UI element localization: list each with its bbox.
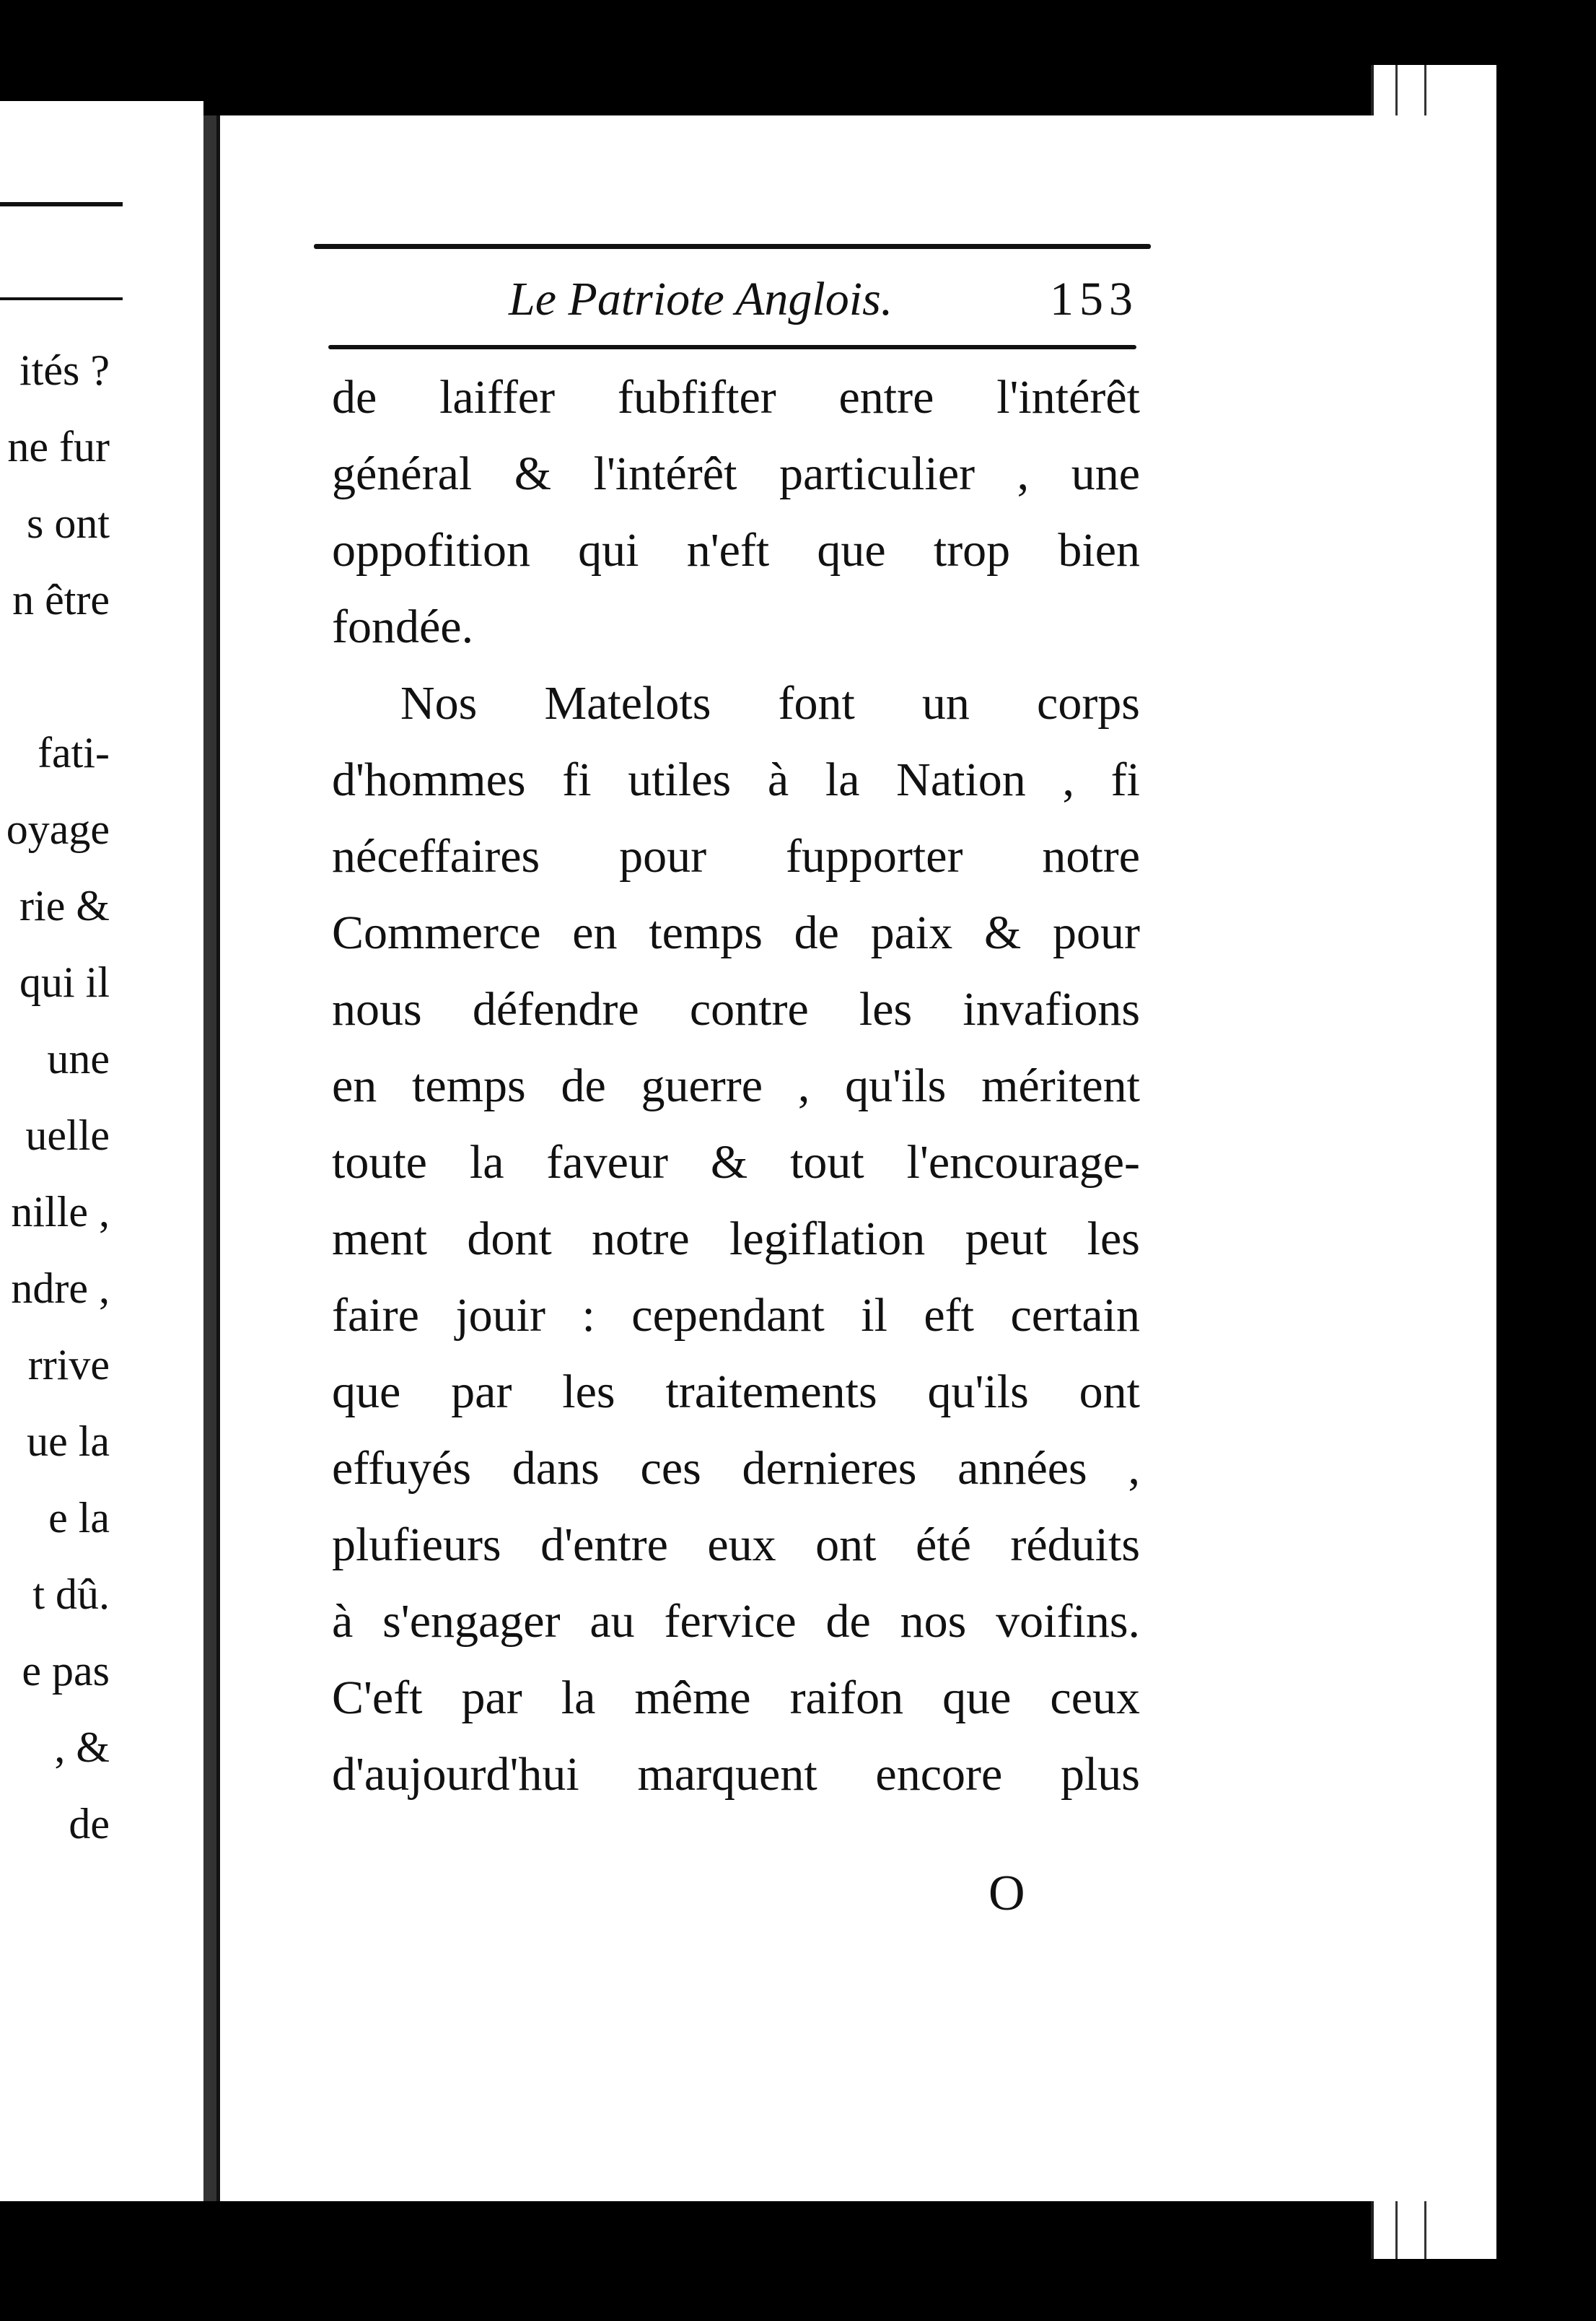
left-line: ue la (27, 1417, 110, 1465)
left-line: rrive (27, 1341, 110, 1389)
left-line: n être (12, 576, 110, 624)
text-line: faire jouir : cependant il eft certain (332, 1289, 1140, 1342)
page-number: 153 (1050, 273, 1139, 325)
text-line: d'hommes fi utiles à la Nation , fi (332, 753, 1140, 806)
left-line: uelle (25, 1111, 110, 1159)
running-title: Le Patriote Anglois. (509, 273, 893, 325)
text-line: ment dont notre legiflation peut les (332, 1212, 1140, 1265)
left-line: qui il (19, 958, 110, 1006)
body-text (332, 359, 1140, 1813)
left-line: de (69, 1800, 110, 1848)
left-page-rule (0, 297, 123, 300)
text-line: de laiffer fubfifter entre l'intérêt (332, 371, 1140, 424)
book-gutter (203, 115, 216, 2201)
left-line: oyage (6, 805, 110, 853)
left-line: e pas (22, 1647, 110, 1695)
left-line: e la (48, 1494, 110, 1542)
text-line: plufieurs d'entre eux ont été réduits (332, 1518, 1140, 1571)
catchword: O (988, 1866, 1025, 1921)
text-line: Nos Matelots font un corps (400, 677, 1140, 730)
book-page (216, 115, 1486, 2201)
text-line: néceffaires pour fupporter notre (332, 830, 1140, 883)
facing-page-left (0, 101, 203, 2201)
text-line: à s'engager au fervice de nos voifins. (332, 1595, 1140, 1648)
text-line: général & l'intérêt particulier , une (332, 447, 1140, 500)
left-line: ne fur (7, 423, 110, 471)
left-line: t dû. (32, 1570, 110, 1618)
text-line: effuyés dans ces dernieres années , (332, 1442, 1140, 1495)
text-line: C'eft par la même raifon que ceux (332, 1671, 1140, 1724)
left-line (6, 638, 110, 714)
left-line: , & (54, 1723, 110, 1771)
left-page-text (6, 332, 110, 1862)
text-line: fondée. (332, 600, 474, 653)
text-line: que par les traitements qu'ils ont (332, 1365, 1140, 1418)
text-line: toute la faveur & tout l'encourage- (332, 1136, 1140, 1189)
left-line: nille , (11, 1188, 110, 1236)
left-line: ités ? (19, 346, 110, 394)
left-page-rule (0, 202, 123, 206)
left-line: fati- (38, 729, 110, 777)
text-line: oppofition qui n'eft que trop bien (332, 524, 1140, 577)
text-line: en temps de guerre , qu'ils méritent (332, 1059, 1140, 1112)
left-line: une (47, 1035, 110, 1083)
text-line: nous défendre contre les invafions (332, 983, 1140, 1036)
header-rule-top (314, 244, 1151, 249)
text-line: d'aujourd'hui marquent encore plus (332, 1748, 1140, 1801)
header-rule-bottom (328, 345, 1136, 349)
left-line: rie & (19, 882, 110, 930)
left-line: ndre , (11, 1264, 110, 1312)
left-line: s ont (26, 499, 110, 547)
text-line: Commerce en temps de paix & pour (332, 906, 1140, 959)
